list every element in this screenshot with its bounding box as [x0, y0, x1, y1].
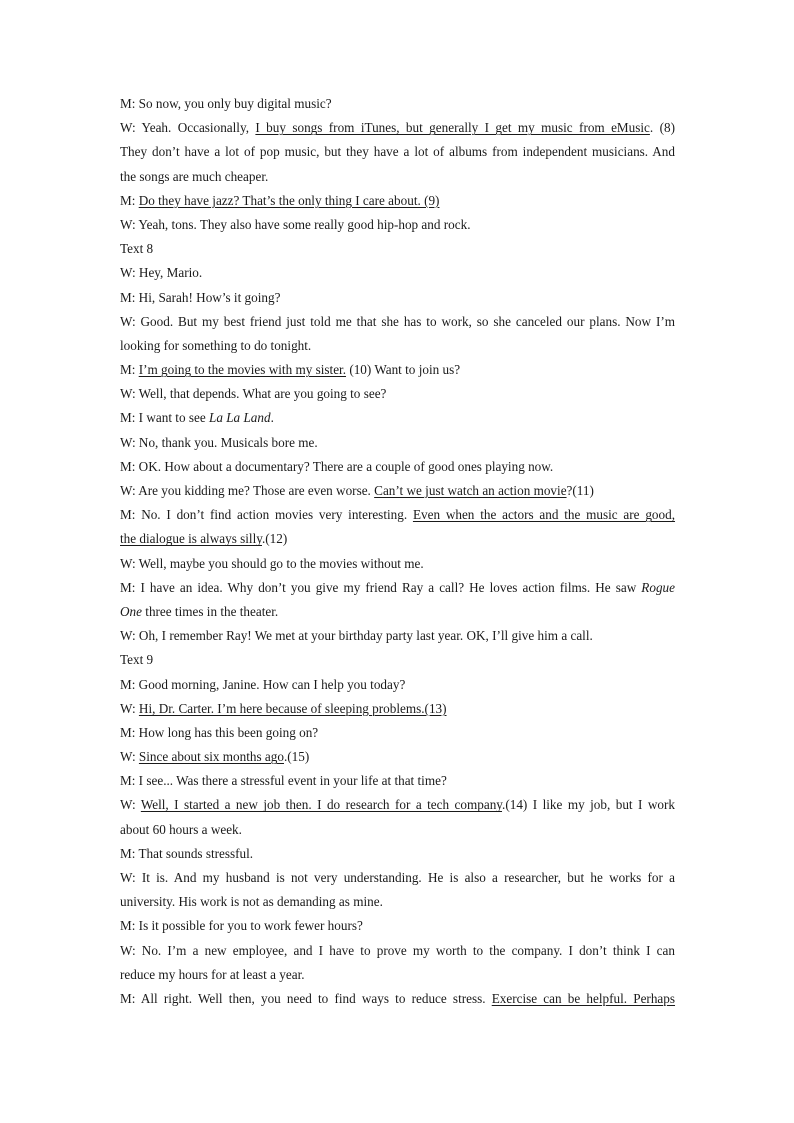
text-line	[120, 890, 675, 914]
text-line	[120, 987, 675, 1011]
text-line	[120, 479, 675, 503]
text-segment: W: No. I’m a new employee, and I have to prove my worth to the company. I don’t think I can	[120, 942, 675, 958]
text-line	[120, 140, 675, 164]
text-segment: M:	[120, 362, 139, 378]
text-segment: . (8)	[649, 120, 675, 136]
text-line	[120, 939, 675, 963]
text-line	[120, 358, 675, 382]
text-segment: .	[270, 410, 274, 426]
underlined-answer: Hi, Dr. Carter. I’m here because of sleeping problems.(13)	[138, 700, 447, 716]
text-segment: W: Yeah, tons. They also have some really good hip-hop and rock.	[120, 216, 471, 232]
text-line	[120, 552, 675, 576]
underlined-answer: I’m going to the movies with my sister.	[138, 362, 347, 378]
text-line	[120, 213, 675, 237]
text-line	[120, 310, 675, 334]
text-line	[120, 576, 675, 600]
text-segment: W: Well, maybe you should go to the movies without me.	[120, 555, 424, 571]
text-line	[120, 165, 675, 189]
text-line	[120, 914, 675, 938]
text-segment: Text 8	[120, 241, 154, 257]
text-segment: reduce my hours for at least a year.	[120, 966, 305, 982]
text-line	[120, 334, 675, 358]
text-line	[120, 648, 675, 672]
text-segment: M: OK. How about a documentary? There are a couple of good ones playing now.	[120, 458, 554, 474]
underlined-answer: Exercise can be helpful. Perhaps	[491, 990, 676, 1006]
text-line	[120, 382, 675, 406]
text-segment: M: Hi, Sarah! How’s it going?	[120, 289, 281, 305]
underlined-answer: Do they have jazz? That’s the only thing I care about. (9)	[138, 192, 440, 208]
underlined-answer: Can’t we just watch an action movie	[374, 483, 567, 498]
text-segment: W: It is. And my husband is not very understanding. He is also a researcher, but he works for a	[120, 870, 675, 885]
text-segment: W: Good. But my best friend just told me that she has to work, so she canceled our plans. Now I’m	[120, 313, 675, 329]
text-segment: .(12)	[261, 531, 288, 547]
text-line	[120, 624, 675, 648]
text-line	[120, 963, 675, 987]
text-segment: university. His work is not as demanding as mine.	[120, 894, 383, 910]
text-line	[120, 92, 675, 116]
text-segment: M: I want to see	[120, 410, 209, 426]
underlined-answer: the dialogue is always silly	[120, 531, 262, 547]
text-segment: M: I have an idea. Why don’t you give my friend Ray a call? He loves action films. He saw	[120, 579, 642, 595]
text-segment: M:	[120, 192, 139, 208]
text-line	[120, 600, 675, 624]
text-segment: three times in the theater.	[141, 603, 279, 619]
text-segment: W:	[120, 749, 139, 765]
text-segment: M: That sounds stressful.	[120, 845, 254, 861]
text-line	[120, 503, 675, 527]
text-segment: about 60 hours a week.	[120, 821, 242, 837]
italic-title: Rogue	[641, 579, 675, 595]
text-line	[120, 431, 675, 455]
text-segment: (10) Want to join us?	[346, 362, 461, 378]
text-segment: W: Hey, Mario.	[120, 265, 203, 281]
text-line	[120, 527, 675, 551]
text-segment: looking for something to do tonight.	[120, 337, 312, 353]
italic-title: One	[120, 603, 142, 619]
underlined-answer: Since about six months ago	[138, 749, 284, 765]
text-segment: M: I see... Was there a stressful event in your life at that time?	[120, 773, 447, 789]
text-line	[120, 406, 675, 430]
text-segment: M: So now, you only buy digital music?	[120, 96, 332, 111]
text-line	[120, 189, 675, 213]
text-segment: M: Is it possible for you to work fewer hours?	[120, 918, 363, 934]
text-segment: M: All right. Well then, you need to find ways to reduce stress.	[120, 990, 492, 1006]
text-line	[120, 697, 675, 721]
text-segment: W:	[120, 700, 139, 716]
text-line	[120, 842, 675, 866]
text-segment: W: Yeah. Occasionally,	[120, 120, 256, 136]
text-line	[120, 261, 675, 285]
text-segment: W: Well, that depends. What are you going to see?	[120, 386, 387, 402]
text-line	[120, 721, 675, 745]
document-page	[120, 92, 675, 1011]
text-segment: .(15)	[283, 749, 310, 765]
underlined-answer: Even when the actors and the music are good,	[412, 507, 676, 523]
underlined-answer: I buy songs from iTunes, but generally I get my music from eMusic	[255, 120, 650, 136]
text-line	[120, 116, 675, 140]
text-line	[120, 818, 675, 842]
text-segment: W: Are you kidding me? Those are even worse.	[120, 483, 375, 498]
text-line	[120, 455, 675, 479]
text-segment: They don’t have a lot of pop music, but they have a lot of albums from independent musicians. And	[120, 144, 675, 160]
text-segment: M: Good morning, Janine. How can I help you today?	[120, 676, 406, 692]
text-segment: W: No, thank you. Musicals bore me.	[120, 434, 318, 450]
text-segment: M: No. I don’t find action movies very interesting.	[120, 507, 413, 523]
text-line	[120, 769, 675, 793]
underlined-answer: Well, I started a new job then. I do research for a tech company	[140, 797, 503, 813]
text-segment: W: Oh, I remember Ray! We met at your birthday party last year. OK, I’ll give him a call.	[120, 628, 593, 644]
text-line	[120, 237, 675, 261]
text-line	[120, 745, 675, 769]
text-line	[120, 866, 675, 890]
text-line	[120, 673, 675, 697]
italic-title: La La Land	[209, 410, 271, 426]
text-segment: .(14) I like my job, but I work	[502, 797, 675, 813]
text-segment: ?(11)	[566, 483, 594, 498]
text-segment: W:	[120, 797, 141, 813]
text-line	[120, 793, 675, 817]
text-segment: Text 9	[120, 652, 154, 668]
text-segment: M: How long has this been going on?	[120, 724, 319, 740]
text-segment: the songs are much cheaper.	[120, 168, 269, 184]
text-line	[120, 286, 675, 310]
